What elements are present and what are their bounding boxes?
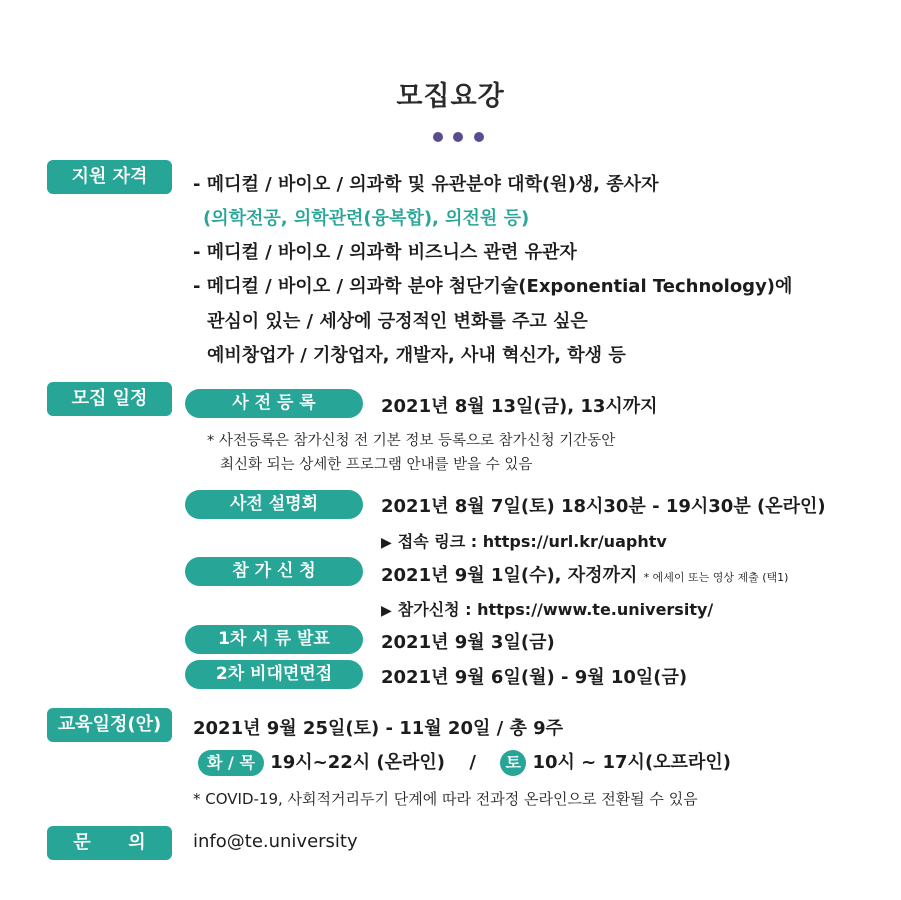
preregister-note-1: * 사전등록은 참가신청 전 기본 정보 등록으로 참가신청 기간동안 [207,433,616,449]
qualification-line-2: (의학전공, 의학관련(융복합), 의전원 등) [203,208,530,229]
schedule-date-briefing: 2021년 8월 7일(토) 18시30분 - 19시30분 (온라인) [381,496,826,517]
schedule-pill-first-result: 1차 서 류 발표 [185,625,363,654]
schedule-pill-briefing: 사전 설명회 [185,490,363,519]
briefing-link-text[interactable]: 접속 링크 : https://url.kr/uaphtv [397,532,667,551]
play-arrow-icon: ▶ [381,535,392,551]
weekday-tag: 화 / 목 [198,750,264,776]
education-period: 2021년 9월 25일(토) - 11월 20일 / 총 9주 [193,718,564,739]
qualification-line-3: - 메디컬 / 바이오 / 의과학 비즈니스 관련 유관자 [193,242,577,263]
briefing-link[interactable] [381,529,667,552]
schedule-date-preregister: 2021년 8월 13일(금), 13시까지 [381,396,658,417]
schedule-date-interview: 2021년 9월 6일(월) - 9월 10일(금) [381,667,688,688]
schedule-date-first-result: 2021년 9월 3일(금) [381,632,555,653]
dot-icon [474,132,484,142]
apply-link[interactable] [381,597,713,620]
session-separator: / [469,752,476,773]
apply-note: * 에세이 또는 영상 제출 (택1) [643,571,789,584]
education-sessions [198,748,731,776]
schedule-pill-preregister: 사 전 등 록 [185,389,363,418]
weekend-tag: 토 [500,750,526,776]
education-note: * COVID-19, 사회적거리두기 단계에 따라 전과정 온라인으로 전환될 수 있음 [193,790,698,808]
page-title: 모집요강 [396,81,505,112]
qualification-label: 지원 자격 [47,160,172,194]
apply-date-text: 2021년 9월 1일(수), 자정까지 [381,565,638,586]
contact-label: 문 의 [47,826,172,860]
schedule-pill-interview: 2차 비대면면접 [185,660,363,689]
schedule-label: 모집 일정 [47,382,172,416]
schedule-pill-apply: 참 가 신 청 [185,557,363,586]
schedule-date-apply [381,561,788,587]
education-label: 교육일정(안) [47,708,172,742]
dot-icon [433,132,443,142]
play-arrow-icon: ▶ [381,603,392,619]
apply-link-text[interactable]: 참가신청 : https://www.te.university/ [397,600,714,619]
preregister-note-2: 최신화 되는 상세한 프로그램 안내를 받을 수 있음 [220,457,533,473]
weekend-time: 10시 ~ 17시(오프라인) [532,752,731,773]
qualification-line-6: 예비창업가 / 기창업자, 개발자, 사내 혁신가, 학생 등 [207,345,626,366]
qualification-line-1: - 메디컬 / 바이오 / 의과학 및 유관분야 대학(원)생, 종사자 [193,174,659,195]
contact-email[interactable]: info@te.university [193,831,358,852]
dot-icon [453,132,463,142]
weekday-time: 19시~22시 (온라인) [270,752,446,773]
qualification-line-4: - 메디컬 / 바이오 / 의과학 분야 첨단기술(Exponential Technology)에 [193,276,793,297]
qualification-line-5: 관심이 있는 / 세상에 긍정적인 변화를 주고 싶은 [207,311,588,332]
